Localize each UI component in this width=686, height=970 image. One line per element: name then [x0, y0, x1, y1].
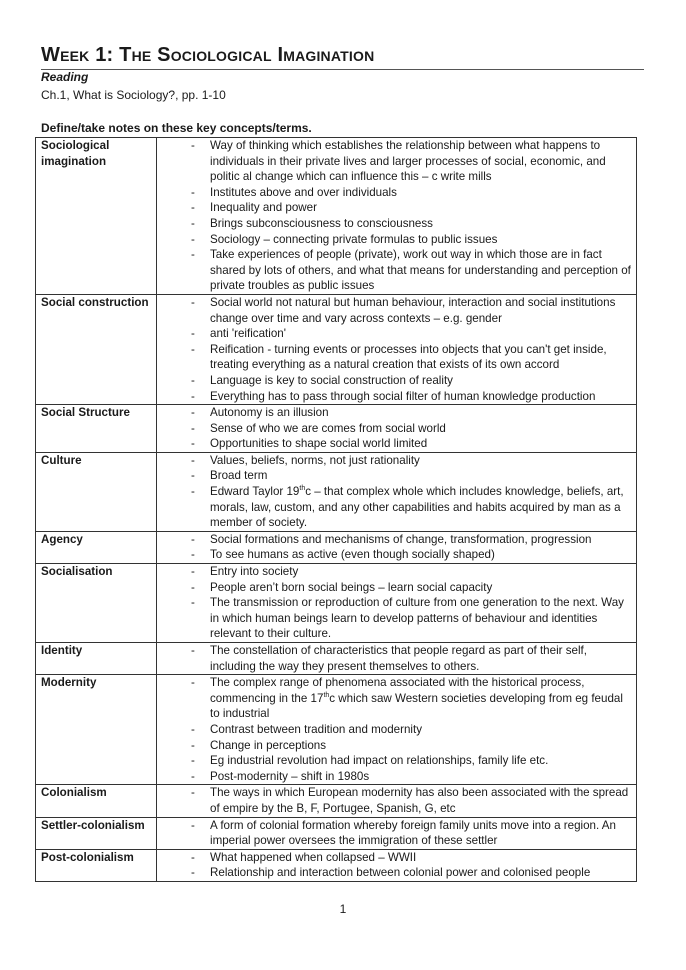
notes-cell [157, 138, 637, 295]
notes-cell [157, 405, 637, 453]
term-cell: Colonialism [36, 785, 157, 817]
table-row [36, 138, 637, 295]
list-item [162, 547, 632, 563]
notes-list [162, 138, 632, 294]
table-row [36, 405, 637, 453]
bullet-dash-icon: - [191, 185, 195, 199]
table-row [36, 817, 637, 849]
list-item [162, 580, 632, 596]
list-item [162, 484, 632, 531]
table-row [36, 785, 637, 817]
note-text: Take experiences of people (private), work out way in which those are in fact shared by lots of others, and what that means for understanding and perception of private troubles as public issues [210, 248, 631, 293]
list-item [162, 436, 632, 452]
term-cell: Sociological imagination [36, 138, 157, 295]
bullet-dash-icon: - [191, 596, 195, 610]
bullet-dash-icon: - [191, 786, 195, 800]
bullet-dash-icon: - [191, 437, 195, 451]
note-text: Institutes above and over individuals [210, 185, 397, 199]
notes-cell [157, 643, 637, 675]
note-text: Broad term [210, 469, 268, 483]
bullet-dash-icon: - [191, 485, 195, 499]
list-item [162, 850, 632, 866]
note-text: Entry into society [210, 565, 299, 579]
note-text: Everything has to pass through social filter of human knowledge production [210, 389, 596, 403]
table-row [36, 643, 637, 675]
concepts-table-body [36, 138, 637, 882]
note-text: The ways in which European modernity has also been associated with the spread of empire by the B, F, Portugee, Spanish, G, etc [210, 786, 629, 815]
notes-cell [157, 817, 637, 849]
bullet-dash-icon: - [191, 565, 195, 579]
notes-list [162, 850, 632, 881]
list-item [162, 675, 632, 722]
page-title: Week 1: The Sociological Imagination [41, 44, 644, 70]
bullet-dash-icon: - [191, 850, 195, 864]
list-item [162, 295, 632, 326]
note-text: Edward Taylor 19thc – that complex whole which includes knowledge, beliefs, art, morals, law, custom, and any other capabilities and habits acquired by man as a member of society. [210, 485, 624, 530]
note-text: anti 'reification' [210, 327, 286, 341]
notes-list [162, 564, 632, 642]
reading-reference: Ch.1, What is Sociology?, pp. 1-10 [41, 88, 226, 102]
note-text: Relationship and interaction between colonial power and colonised people [210, 866, 591, 880]
bullet-dash-icon: - [191, 754, 195, 768]
notes-cell [157, 849, 637, 881]
list-item [162, 216, 632, 232]
note-text: Sociology – connecting private formulas to public issues [210, 232, 498, 246]
bullet-dash-icon: - [191, 248, 195, 262]
term-cell: Agency [36, 531, 157, 563]
list-item [162, 532, 632, 548]
note-text: Way of thinking which establishes the relationship between what happens to individuals in their private lives and larger processes of social, economic, and politic al change which can influence this – c write mills [210, 139, 606, 184]
list-item [162, 247, 632, 294]
note-text: A form of colonial formation whereby foreign family units move into a region. An imperial power oversees the immigration of these settler [210, 818, 616, 848]
notes-list [162, 532, 632, 563]
list-item [162, 326, 632, 342]
bullet-dash-icon: - [191, 389, 195, 403]
note-text: Opportunities to shape social world limited [210, 437, 428, 451]
bullet-dash-icon: - [191, 421, 195, 435]
term-cell: Identity [36, 643, 157, 675]
list-item [162, 373, 632, 389]
list-item [162, 564, 632, 580]
notes-list [162, 643, 632, 674]
term-cell: Modernity [36, 675, 157, 785]
bullet-dash-icon: - [191, 469, 195, 483]
note-text: Eg industrial revolution had impact on relationships, family life etc. [210, 754, 549, 768]
bullet-dash-icon: - [191, 373, 195, 387]
note-text: Social world not natural but human behaviour, interaction and social institutions change over time and vary across contexts – e.g. gender [210, 295, 616, 325]
note-text: Language is key to social construction of reality [210, 373, 453, 387]
bullet-dash-icon: - [191, 342, 195, 356]
notes-cell [157, 564, 637, 643]
bullet-dash-icon: - [191, 580, 195, 594]
bullet-dash-icon: - [191, 327, 195, 341]
bullet-dash-icon: - [191, 738, 195, 752]
bullet-dash-icon: - [191, 676, 195, 690]
notes-cell [157, 785, 637, 817]
list-item [162, 722, 632, 738]
bullet-dash-icon: - [191, 866, 195, 880]
note-text: The transmission or reproduction of culture from one generation to the next. Way in which human beings learn to develop patterns of behaviour and identities relevant to their culture. [210, 596, 624, 641]
term-cell: Socialisation [36, 564, 157, 643]
notes-list [162, 295, 632, 404]
note-text: Social formations and mechanisms of change, transformation, progression [210, 532, 592, 546]
bullet-dash-icon: - [191, 232, 195, 246]
reading-label: Reading [41, 70, 89, 84]
list-item [162, 453, 632, 469]
term-cell: Social Structure [36, 405, 157, 453]
notes-cell [157, 452, 637, 531]
list-item [162, 405, 632, 421]
note-text: Reification - turning events or processes into objects that you can't get inside, treating everything as a natural creation that exists of its own accord [210, 342, 607, 372]
list-item [162, 468, 632, 484]
list-item [162, 421, 632, 437]
concepts-table [35, 137, 637, 882]
bullet-dash-icon: - [191, 201, 195, 215]
list-item [162, 595, 632, 642]
list-item [162, 200, 632, 216]
page-number: 1 [339, 902, 347, 916]
list-item [162, 818, 632, 849]
list-item [162, 785, 632, 816]
bullet-dash-icon: - [191, 532, 195, 546]
note-text: The complex range of phenomena associated with the historical process, commencing in the 17thc which saw Western societies developing from eg feudal to industrial [210, 676, 623, 721]
note-text: Post-modernity – shift in 1980s [210, 769, 370, 783]
note-text: People aren’t born social beings – learn social capacity [210, 580, 493, 594]
table-row [36, 849, 637, 881]
notes-cell [157, 531, 637, 563]
table-row [36, 531, 637, 563]
table-row [36, 675, 637, 785]
list-item [162, 738, 632, 754]
notes-list [162, 785, 632, 816]
bullet-dash-icon: - [191, 139, 195, 152]
table-row [36, 452, 637, 531]
note-text: Values, beliefs, norms, not just rationality [210, 453, 420, 467]
note-text: Inequality and power [210, 201, 317, 215]
list-item [162, 138, 632, 185]
term-cell: Settler-colonialism [36, 817, 157, 849]
term-cell: Post-colonialism [36, 849, 157, 881]
notes-list [162, 405, 632, 452]
bullet-dash-icon: - [191, 769, 195, 783]
notes-list [162, 818, 632, 849]
bullet-dash-icon: - [191, 644, 195, 657]
term-cell: Social construction [36, 294, 157, 404]
notes-cell [157, 675, 637, 785]
list-item [162, 865, 632, 881]
list-item [162, 185, 632, 201]
notes-list [162, 675, 632, 784]
term-cell: Culture [36, 452, 157, 531]
table-row [36, 294, 637, 404]
bullet-dash-icon: - [191, 453, 195, 467]
bullet-dash-icon: - [191, 216, 195, 230]
note-text: The constellation of characteristics that people regard as part of their self, including the way they present themselves to others. [210, 644, 587, 673]
note-text: Contrast between tradition and modernity [210, 722, 423, 736]
bullet-dash-icon: - [191, 406, 195, 420]
bullet-dash-icon: - [191, 295, 195, 309]
note-text: To see humans as active (even though socially shaped) [210, 548, 495, 562]
note-text: What happened when collapsed – WWII [210, 850, 417, 864]
bullet-dash-icon: - [191, 818, 195, 832]
concepts-heading: Define/take notes on these key concepts/terms. [41, 121, 312, 135]
notes-cell [157, 294, 637, 404]
list-item [162, 643, 632, 674]
note-text: Autonomy is an illusion [210, 406, 329, 420]
list-item [162, 342, 632, 373]
bullet-dash-icon: - [191, 722, 195, 736]
note-text: Sense of who we are comes from social world [210, 421, 446, 435]
list-item [162, 389, 632, 405]
bullet-dash-icon: - [191, 548, 195, 562]
list-item [162, 753, 632, 769]
notes-list [162, 453, 632, 531]
note-text: Change in perceptions [210, 738, 327, 752]
note-text: Brings subconsciousness to consciousness [210, 216, 433, 230]
list-item [162, 232, 632, 248]
list-item [162, 769, 632, 785]
table-row [36, 564, 637, 643]
